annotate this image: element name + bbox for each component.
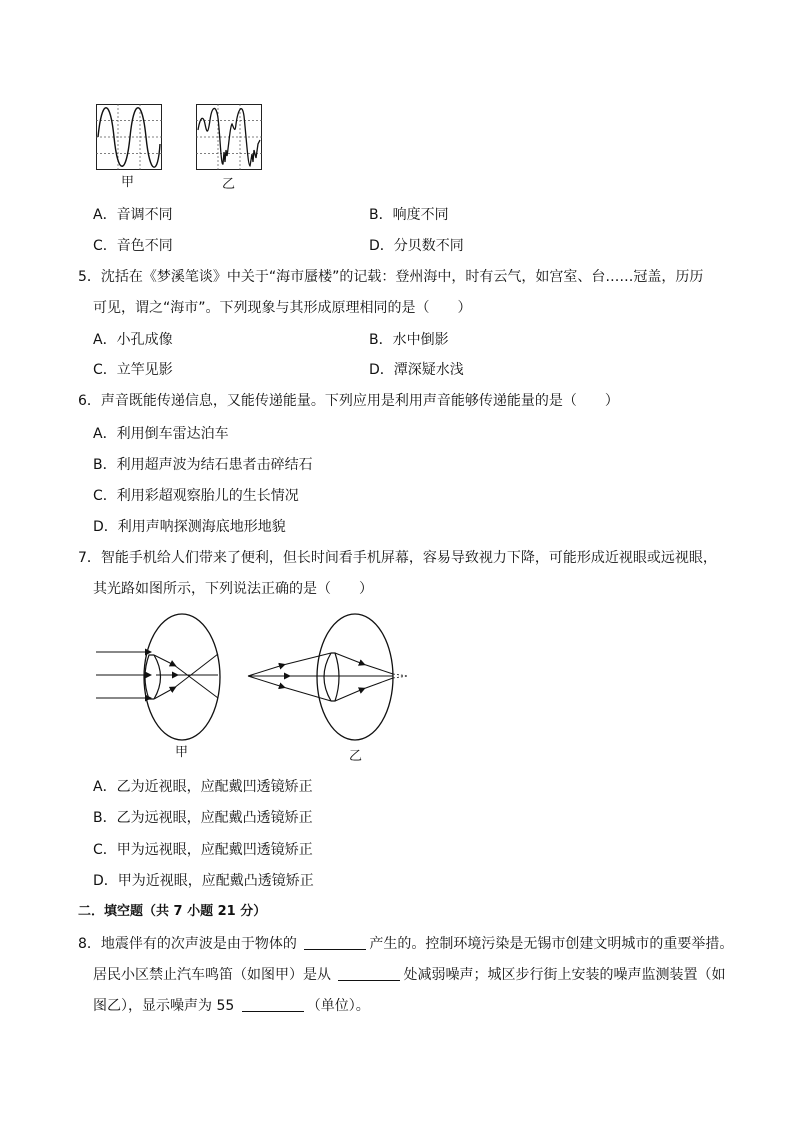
q4-option-d: D．分贝数不同: [369, 238, 464, 254]
q5-option-a: A．小孔成像: [93, 332, 173, 348]
q8-line2-b: 处减弱噪声；城区步行街上安装的噪声监测装置（如: [403, 967, 726, 983]
q5-option-c: C．立竿见影: [93, 362, 173, 378]
q4-option-b: B．响度不同: [369, 207, 449, 223]
q7-option-d: D．甲为近视眼，应配戴凸透镜矫正: [93, 873, 314, 889]
q8-line2: [93, 965, 725, 985]
q8-line3-b: （单位）。: [306, 998, 370, 1014]
q8-line3-a: 图乙），显示噪声为 55: [93, 998, 239, 1014]
q5-option-d: D．潭深疑水浅: [369, 362, 464, 378]
q7-option-a: A．乙为近视眼，应配戴凹透镜矫正: [93, 779, 313, 795]
q4-option-c: C．音色不同: [93, 238, 173, 254]
q8-line1-b: 产生的。控制环境污染是无锡市创建文明城市的重要举措。: [369, 936, 734, 952]
q7-stem-line2: 其光路如图所示，下列说法正确的是（ ）: [93, 581, 373, 597]
q8-line1-a: 8．地震伴有的次声波是由于物体的: [78, 936, 302, 952]
q7-stem-line1: 7．智能手机给人们带来了便利，但长时间看手机屏幕，容易导致视力下降，可能形成近视眼或远视眼，: [78, 550, 717, 566]
q8-blank-1[interactable]: [304, 935, 366, 950]
eye-label-right: 乙: [349, 749, 363, 764]
q8-line1: [78, 934, 733, 954]
q4-option-a: A．音调不同: [93, 207, 173, 223]
waveform-figure-left: [96, 104, 162, 170]
q6-option-d: D．利用声呐探测海底地形地貌: [93, 519, 286, 535]
q8-blank-2[interactable]: [338, 966, 400, 981]
waveform-label-left: 甲: [121, 175, 135, 190]
section-title: 二．填空题（共 7 小题 21 分）: [78, 904, 267, 919]
q8-line2-a: 居民小区禁止汽车鸣笛（如图甲）是从: [93, 967, 336, 983]
q8-line3: [93, 996, 370, 1016]
q5-stem-line1: 5．沈括在《梦溪笔谈》中关于“海市蜃楼”的记载：登州海中，时有云气，如宫室、台……冠盖，历历: [78, 269, 704, 285]
q6-option-b: B．利用超声波为结石患者击碎结石: [93, 457, 313, 473]
q6-option-c: C．利用彩超观察胎儿的生长情况: [93, 488, 299, 504]
waveform-label-right: 乙: [222, 177, 236, 192]
q6-option-a: A．利用倒车雷达泊车: [93, 426, 229, 442]
q7-option-b: B．乙为远视眼，应配戴凸透镜矫正: [93, 810, 313, 826]
eye-diagram-right: [243, 612, 413, 747]
q5-stem-line2: 可见，谓之“海市”。下列现象与其形成原理相同的是（ ）: [93, 300, 472, 316]
eye-label-left: 甲: [175, 745, 189, 760]
eye-diagram-left: [94, 612, 244, 747]
q7-option-c: C．甲为远视眼，应配戴凹透镜矫正: [93, 842, 313, 858]
q8-blank-3[interactable]: [242, 997, 304, 1012]
q6-stem-line1: 6．声音既能传递信息，又能传递能量。下列应用是利用声音能够传递能量的是（ ）: [78, 393, 619, 409]
waveform-figure-right: [196, 104, 262, 170]
q5-option-b: B．水中倒影: [369, 332, 449, 348]
